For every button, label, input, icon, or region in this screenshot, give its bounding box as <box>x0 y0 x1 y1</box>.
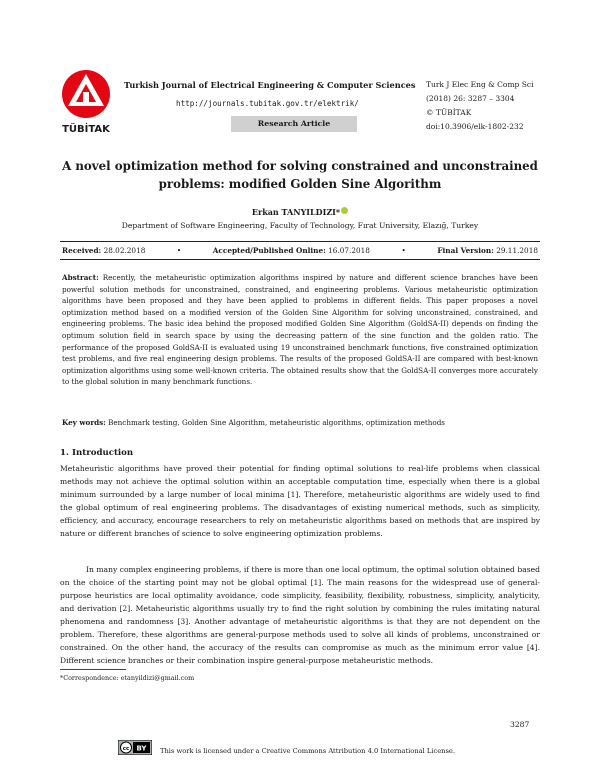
citation-volume: (2018) 26: 3287 – 3304 <box>426 94 515 103</box>
title-line-1: A novel optimization method for solving constrained and unconstrained <box>62 159 538 173</box>
citation-journal: Turk J Elec Eng & Comp Sci <box>426 80 534 89</box>
footnote-rule <box>60 669 126 670</box>
orcid-icon[interactable] <box>341 207 348 214</box>
tubitak-logo <box>60 66 112 136</box>
title-line-2: problems: modified Golden Sine Algorithm <box>158 177 442 191</box>
section-heading: 1. Introduction <box>60 448 134 458</box>
svg-text:cc: cc <box>122 746 130 752</box>
citation-link[interactable]: [4] <box>526 643 538 652</box>
page-number: 3287 <box>510 720 530 729</box>
keywords-label: Key words: <box>62 418 106 427</box>
dates-row <box>62 246 538 255</box>
bullet: • <box>401 246 406 255</box>
correspondence-footnote: *Correspondence: etanyildizi@gmail.com <box>60 674 195 682</box>
intro-paragraph-2: In many complex engineering problems, if there is more than one local optimum, the optimal solution obtained based on the choice of the starting point may not be global optimal [1]. The main reasons for the widespread use of general-purpose heuristics are local optimality avoidance, code simplicity, feasibility, flexibility, robustness, simplicity, analyticity, and derivation [2]. Metaheuristic algorithms usually try to find the right solution by combining the rules imitating natural phenomena and randomness [3]. Another advantage of metaheuristic algorithms is that they are not dependent on the problem. Therefore, these algorithms are general-purpose methods used to solve all kinds of problems, unconstrained or constrained. On the other hand, the accuracy of the results can compromise as much as the minimum error value [4]. Different science branches or their combination inspire general-purpose metaheuristic methods. <box>60 565 541 665</box>
final-date: Final Version: 29.11.2018 <box>437 246 538 255</box>
citation-copyright: © TÜBİTAK <box>426 108 472 117</box>
journal-name: Turkish Journal of Electrical Engineering & Computer Sciences <box>124 80 416 90</box>
author <box>60 207 540 217</box>
keywords-text: Benchmark testing, Golden Sine Algorithm, metaheuristic algorithms, optimization methods <box>108 418 445 427</box>
citation-link[interactable]: [3] <box>177 617 189 626</box>
divider-bottom <box>60 259 540 260</box>
keywords <box>62 418 538 427</box>
abstract <box>62 272 538 388</box>
citation-doi[interactable]: doi:10.3906/elk-1802-232 <box>426 122 524 131</box>
citation-link[interactable]: [1] <box>310 578 322 587</box>
accepted-date: Accepted/Published Online: 16.07.2018 <box>212 246 370 255</box>
logo-text: TÜBİTAK <box>62 124 110 135</box>
abstract-label: Abstract: <box>62 273 99 282</box>
abstract-text: Recently, the metaheuristic optimization algorithms inspired by nature and different science branches have been powerful solution methods for unconstrained, constrained, and engineering problems. Various metaheuristic optimization algorithms have been proposed and they have been applied to problems in different fields. This paper proposes a novel optimization method based on a modified version of the Golden Sine Algorithm for solving unconstrained, constrained, and engineering problems. The basic idea behind the proposed modified Golden Sine Algorithm (GoldSA-II) depends on finding the optimum solution field in search space by using the decreasing pattern of the sine function and the golden ratio. The performance of the proposed GoldSA-II is evaluated using 19 unconstrained benchmark functions, five constrained optimization test problems, and five real engineering design problems. The results of the proposed GoldSA-II are compared with best-known optimization algorithms using some well-known criteria. The obtained results show that the GoldSA-II converges more accurately to the global solution in many benchmark functions. <box>62 273 538 387</box>
cc-license-icon[interactable] <box>118 740 152 755</box>
paper-title <box>60 157 540 193</box>
license-text[interactable]: This work is licensed under a Creative Commons Attribution 4.0 International License. <box>160 747 455 755</box>
journal-url[interactable]: http://journals.tubitak.gov.tr/elektrik/ <box>176 99 359 108</box>
intro-paragraph-1: Metaheuristic algorithms have proved their potential for finding optimal solutions to real-life problems when classical methods may not achieve the optimal solution within an acceptable computation time, especially when there is a global minimum surrounded by a large number of local minima [1]. Therefore, metaheuristic algorithms are widely used to find the global optimum of real engineering problems. The disadvantages of existing numerical methods, such as simplicity, efficiency, and accuracy, encourage researchers to rely on metaheuristic algorithms based on methods that are inspired by nature or different branches of science to solve engineering optimization problems. <box>60 464 540 538</box>
bullet: • <box>176 246 182 255</box>
divider-top <box>60 241 540 242</box>
citation-link[interactable]: [1] <box>287 490 299 499</box>
received-date: Received: 28.02.2018 <box>62 246 146 255</box>
cc-badge-text: BY <box>136 744 147 753</box>
affiliation: Department of Software Engineering, Faculty of Technology, Fırat University, Elazığ, Turkey <box>121 221 479 230</box>
article-type-badge: Research Article <box>231 116 357 132</box>
citation-link[interactable]: [2] <box>119 604 131 613</box>
author-name: Erkan TANYILDIZI* <box>251 207 341 217</box>
